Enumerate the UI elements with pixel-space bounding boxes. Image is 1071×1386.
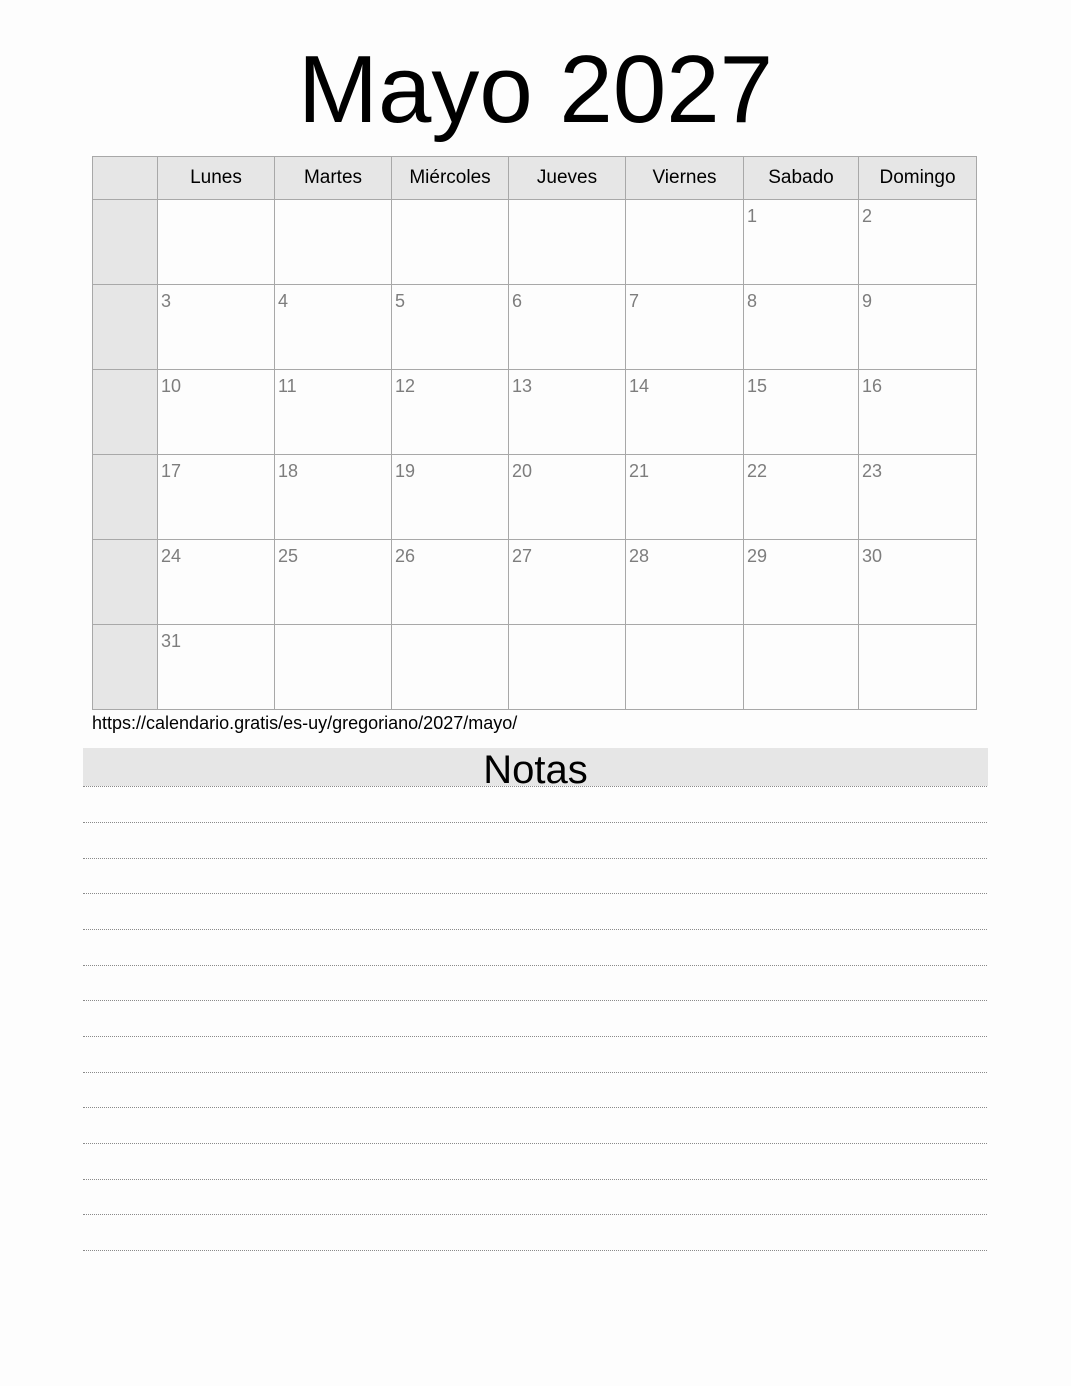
- note-line: [83, 893, 987, 894]
- week-number-cell: [93, 285, 158, 370]
- day-cell: 25: [275, 540, 392, 625]
- weekday-header: Lunes: [158, 157, 275, 200]
- note-line: [83, 858, 987, 859]
- week-number-cell: [93, 540, 158, 625]
- weekday-header: Miércoles: [392, 157, 509, 200]
- weekday-header: Sabado: [744, 157, 859, 200]
- day-cell: [509, 200, 626, 285]
- note-line: [83, 1072, 987, 1073]
- day-cell: [158, 200, 275, 285]
- day-cell: 29: [744, 540, 859, 625]
- day-cell: 8: [744, 285, 859, 370]
- note-line: [83, 1250, 987, 1251]
- weekday-header-row: [93, 157, 977, 200]
- day-cell: [392, 200, 509, 285]
- day-cell: 15: [744, 370, 859, 455]
- week-number-header: [93, 157, 158, 200]
- day-cell: 13: [509, 370, 626, 455]
- calendar-grid: [92, 156, 977, 710]
- note-line: [83, 965, 987, 966]
- day-cell: 17: [158, 455, 275, 540]
- source-url: https://calendario.gratis/es-uy/gregoriano/2027/mayo/: [92, 713, 518, 733]
- day-cell: 30: [859, 540, 977, 625]
- day-cell: 9: [859, 285, 977, 370]
- day-cell: [275, 625, 392, 710]
- day-cell: 4: [275, 285, 392, 370]
- day-cell: 19: [392, 455, 509, 540]
- day-cell: 11: [275, 370, 392, 455]
- day-cell: [744, 625, 859, 710]
- page-title: Mayo 2027: [298, 36, 773, 143]
- note-line: [83, 822, 987, 823]
- weekday-header: Jueves: [509, 157, 626, 200]
- day-cell: 16: [859, 370, 977, 455]
- weekday-header: Martes: [275, 157, 392, 200]
- week-number-cell: [93, 200, 158, 285]
- weekday-header: Domingo: [859, 157, 977, 200]
- week-row: [93, 370, 977, 455]
- day-cell: 10: [158, 370, 275, 455]
- week-number-cell: [93, 370, 158, 455]
- week-row: [93, 625, 977, 710]
- notes-title: Notas: [83, 748, 988, 786]
- note-line: [83, 1179, 987, 1180]
- day-cell: 23: [859, 455, 977, 540]
- week-row: [93, 285, 977, 370]
- note-line: [83, 1000, 987, 1001]
- note-line: [83, 929, 987, 930]
- day-cell: 20: [509, 455, 626, 540]
- day-cell: 18: [275, 455, 392, 540]
- note-line: [83, 1036, 987, 1037]
- day-cell: 28: [626, 540, 744, 625]
- note-line: [83, 1143, 987, 1144]
- day-cell: [275, 200, 392, 285]
- day-cell: 12: [392, 370, 509, 455]
- day-cell: [626, 200, 744, 285]
- day-cell: 24: [158, 540, 275, 625]
- day-cell: 22: [744, 455, 859, 540]
- day-cell: 5: [392, 285, 509, 370]
- day-cell: 26: [392, 540, 509, 625]
- day-cell: 6: [509, 285, 626, 370]
- day-cell: [392, 625, 509, 710]
- day-cell: 27: [509, 540, 626, 625]
- week-row: [93, 540, 977, 625]
- day-cell: 21: [626, 455, 744, 540]
- day-cell: 2: [859, 200, 977, 285]
- day-cell: 31: [158, 625, 275, 710]
- week-row: [93, 200, 977, 285]
- note-line: [83, 786, 987, 787]
- week-number-cell: [93, 625, 158, 710]
- day-cell: [509, 625, 626, 710]
- note-line: [83, 1107, 987, 1108]
- note-line: [83, 1214, 987, 1215]
- day-cell: 14: [626, 370, 744, 455]
- week-row: [93, 455, 977, 540]
- weekday-header: Viernes: [626, 157, 744, 200]
- day-cell: 3: [158, 285, 275, 370]
- day-cell: 1: [744, 200, 859, 285]
- day-cell: [859, 625, 977, 710]
- day-cell: [626, 625, 744, 710]
- day-cell: 7: [626, 285, 744, 370]
- week-number-cell: [93, 455, 158, 540]
